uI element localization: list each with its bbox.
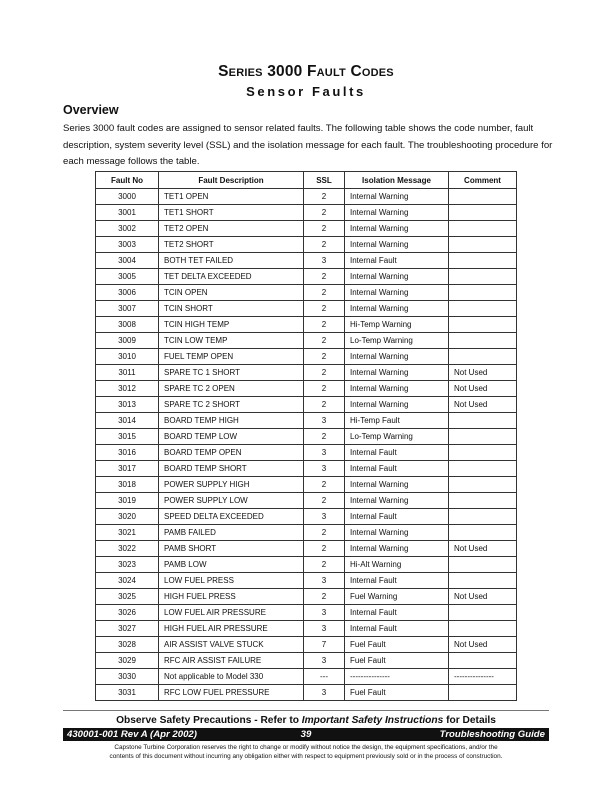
fault-description-cell: BOARD TEMP HIGH <box>159 413 304 429</box>
fault-number-cell: 3001 <box>96 205 159 221</box>
fault-code-table <box>95 171 517 701</box>
isolation-message-cell: Fuel Fault <box>345 653 449 669</box>
overview-heading: Overview <box>63 103 119 117</box>
isolation-message-cell: Hi-Alt Warning <box>345 557 449 573</box>
fault-description-cell: RFC LOW FUEL PRESSURE <box>159 685 304 701</box>
fault-number-cell: 3027 <box>96 621 159 637</box>
comment-cell <box>449 237 517 253</box>
fault-description-cell: TET1 OPEN <box>159 189 304 205</box>
fault-number-cell: 3000 <box>96 189 159 205</box>
table-row <box>96 301 517 317</box>
page-title: Series 3000 Fault Codes <box>218 63 394 80</box>
table-row <box>96 653 517 669</box>
fault-description-cell: LOW FUEL PRESS <box>159 573 304 589</box>
header-isolation-message: Isolation Message <box>345 172 449 189</box>
table-row <box>96 349 517 365</box>
overview-text: Series 3000 fault codes are assigned to sensor related faults. The following table shows the code number, fault description, system severity level (SSL) and the isolation message for each fault. The troubleshooting procedure for each message follows the table. <box>63 123 553 167</box>
comment-cell <box>449 605 517 621</box>
ssl-cell: 3 <box>304 621 345 637</box>
comment-cell: Not Used <box>449 381 517 397</box>
comment-cell <box>449 429 517 445</box>
comment-cell <box>449 269 517 285</box>
comment-cell <box>449 333 517 349</box>
comment-cell <box>449 461 517 477</box>
isolation-message-cell: Internal Fault <box>345 573 449 589</box>
table-row <box>96 269 517 285</box>
ssl-cell: 2 <box>304 477 345 493</box>
ssl-cell: 3 <box>304 509 345 525</box>
isolation-message-cell: Internal Warning <box>345 541 449 557</box>
table-row <box>96 189 517 205</box>
table-row <box>96 381 517 397</box>
isolation-message-cell: Fuel Fault <box>345 637 449 653</box>
comment-cell <box>449 685 517 701</box>
isolation-message-cell: Internal Warning <box>345 301 449 317</box>
table-row <box>96 317 517 333</box>
comment-cell: Not Used <box>449 365 517 381</box>
ssl-cell: 2 <box>304 317 345 333</box>
table-body <box>96 189 517 701</box>
ssl-cell: 3 <box>304 685 345 701</box>
header-ssl: SSL <box>304 172 345 189</box>
fault-number-cell: 3002 <box>96 221 159 237</box>
ssl-cell: 3 <box>304 461 345 477</box>
ssl-cell: 2 <box>304 189 345 205</box>
fault-description-cell: PAMB FAILED <box>159 525 304 541</box>
ssl-cell: 2 <box>304 493 345 509</box>
isolation-message-cell: Internal Warning <box>345 237 449 253</box>
fault-description-cell: LOW FUEL AIR PRESSURE <box>159 605 304 621</box>
ssl-cell: 2 <box>304 541 345 557</box>
disclaimer-line-2: contents of this document without incurring any obligation either with respect to equipment previously sold or in the process of construction. <box>109 752 503 760</box>
comment-cell <box>449 525 517 541</box>
ssl-cell: 7 <box>304 637 345 653</box>
table-row <box>96 685 517 701</box>
ssl-cell: 2 <box>304 237 345 253</box>
isolation-message-cell: Fuel Warning <box>345 589 449 605</box>
fault-number-cell: 3029 <box>96 653 159 669</box>
comment-cell <box>449 413 517 429</box>
isolation-message-cell: Hi-Temp Warning <box>345 317 449 333</box>
table-row <box>96 365 517 381</box>
isolation-message-cell: Internal Warning <box>345 189 449 205</box>
table-row <box>96 669 517 685</box>
comment-cell: Not Used <box>449 541 517 557</box>
comment-cell <box>449 253 517 269</box>
header-fault-no: Fault No <box>96 172 159 189</box>
fault-description-cell: HIGH FUEL AIR PRESSURE <box>159 621 304 637</box>
table-row <box>96 477 517 493</box>
fault-number-cell: 3017 <box>96 461 159 477</box>
ssl-cell: 3 <box>304 413 345 429</box>
ssl-cell: 3 <box>304 605 345 621</box>
fault-number-cell: 3007 <box>96 301 159 317</box>
ssl-cell: 2 <box>304 349 345 365</box>
table-row <box>96 205 517 221</box>
table-row <box>96 509 517 525</box>
fault-number-cell: 3005 <box>96 269 159 285</box>
isolation-message-cell: Internal Warning <box>345 477 449 493</box>
isolation-message-cell: Internal Warning <box>345 525 449 541</box>
fault-description-cell: FUEL TEMP OPEN <box>159 349 304 365</box>
fault-description-cell: BOTH TET FAILED <box>159 253 304 269</box>
document-id: 430001-001 Rev A (Apr 2002) <box>67 729 197 740</box>
fault-description-cell: POWER SUPPLY HIGH <box>159 477 304 493</box>
isolation-message-cell: Internal Warning <box>345 397 449 413</box>
table-row <box>96 541 517 557</box>
ssl-cell: 3 <box>304 445 345 461</box>
fault-description-cell: TCIN SHORT <box>159 301 304 317</box>
guide-title: Troubleshooting Guide <box>439 729 545 740</box>
ssl-cell: --- <box>304 669 345 685</box>
ssl-cell: 2 <box>304 525 345 541</box>
fault-description-cell: SPARE TC 2 SHORT <box>159 397 304 413</box>
comment-cell <box>449 221 517 237</box>
ssl-cell: 2 <box>304 397 345 413</box>
safety-prefix: Observe Safety Precautions - Refer to <box>116 715 302 726</box>
table-row <box>96 397 517 413</box>
ssl-cell: 3 <box>304 653 345 669</box>
comment-cell: Not Used <box>449 397 517 413</box>
comment-cell <box>449 189 517 205</box>
isolation-message-cell: Lo-Temp Warning <box>345 333 449 349</box>
table-row <box>96 525 517 541</box>
fault-description-cell: RFC AIR ASSIST FAILURE <box>159 653 304 669</box>
table-header-row <box>96 172 517 189</box>
comment-cell <box>449 653 517 669</box>
ssl-cell: 2 <box>304 221 345 237</box>
fault-number-cell: 3004 <box>96 253 159 269</box>
header-fault-description: Fault Description <box>159 172 304 189</box>
fault-description-cell: TCIN HIGH TEMP <box>159 317 304 333</box>
safety-suffix: for Details <box>443 715 496 726</box>
isolation-message-cell: Hi-Temp Fault <box>345 413 449 429</box>
table-row <box>96 573 517 589</box>
fault-number-cell: 3008 <box>96 317 159 333</box>
fault-number-cell: 3015 <box>96 429 159 445</box>
comment-cell <box>449 317 517 333</box>
comment-cell <box>449 205 517 221</box>
fault-description-cell: TCIN LOW TEMP <box>159 333 304 349</box>
fault-number-cell: 3023 <box>96 557 159 573</box>
comment-cell: Not Used <box>449 637 517 653</box>
fault-description-cell: SPEED DELTA EXCEEDED <box>159 509 304 525</box>
table-row <box>96 429 517 445</box>
fault-description-cell: BOARD TEMP LOW <box>159 429 304 445</box>
disclaimer <box>63 744 549 761</box>
isolation-message-cell: --------------- <box>345 669 449 685</box>
table-row <box>96 589 517 605</box>
ssl-cell: 2 <box>304 301 345 317</box>
fault-number-cell: 3003 <box>96 237 159 253</box>
fault-number-cell: 3028 <box>96 637 159 653</box>
isolation-message-cell: Internal Warning <box>345 365 449 381</box>
fault-description-cell: Not applicable to Model 330 <box>159 669 304 685</box>
table-row <box>96 237 517 253</box>
table-row <box>96 605 517 621</box>
table-row <box>96 445 517 461</box>
fault-number-cell: 3031 <box>96 685 159 701</box>
fault-number-cell: 3018 <box>96 477 159 493</box>
fault-description-cell: PAMB LOW <box>159 557 304 573</box>
fault-number-cell: 3011 <box>96 365 159 381</box>
isolation-message-cell: Internal Fault <box>345 253 449 269</box>
comment-cell <box>449 509 517 525</box>
fault-number-cell: 3010 <box>96 349 159 365</box>
fault-description-cell: TET2 OPEN <box>159 221 304 237</box>
page-number: 39 <box>300 729 312 740</box>
comment-cell <box>449 557 517 573</box>
fault-number-cell: 3030 <box>96 669 159 685</box>
isolation-message-cell: Internal Warning <box>345 349 449 365</box>
ssl-cell: 2 <box>304 269 345 285</box>
fault-description-cell: SPARE TC 1 SHORT <box>159 365 304 381</box>
comment-cell <box>449 621 517 637</box>
comment-cell <box>449 573 517 589</box>
comment-cell <box>449 349 517 365</box>
fault-number-cell: 3016 <box>96 445 159 461</box>
comment-cell: Not Used <box>449 589 517 605</box>
disclaimer-line-1: Capstone Turbine Corporation reserves the right to change or modify without notice the design, the equipment specifications, and/or the <box>114 744 498 751</box>
table-row <box>96 253 517 269</box>
table-row <box>96 621 517 637</box>
fault-number-cell: 3026 <box>96 605 159 621</box>
ssl-cell: 2 <box>304 589 345 605</box>
fault-number-cell: 3024 <box>96 573 159 589</box>
isolation-message-cell: Internal Fault <box>345 461 449 477</box>
header-comment: Comment <box>449 172 517 189</box>
page-subtitle: Sensor Faults <box>246 84 366 99</box>
isolation-message-cell: Internal Warning <box>345 269 449 285</box>
ssl-cell: 2 <box>304 365 345 381</box>
fault-description-cell: BOARD TEMP SHORT <box>159 461 304 477</box>
comment-cell <box>449 477 517 493</box>
fault-description-cell: TCIN OPEN <box>159 285 304 301</box>
isolation-message-cell: Lo-Temp Warning <box>345 429 449 445</box>
isolation-message-cell: Fuel Fault <box>345 685 449 701</box>
table-row <box>96 333 517 349</box>
table-row <box>96 221 517 237</box>
table-row <box>96 285 517 301</box>
fault-description-cell: PAMB SHORT <box>159 541 304 557</box>
footer-divider <box>63 710 549 711</box>
ssl-cell: 2 <box>304 381 345 397</box>
ssl-cell: 2 <box>304 205 345 221</box>
comment-cell: --------------- <box>449 669 517 685</box>
isolation-message-cell: Internal Fault <box>345 605 449 621</box>
fault-description-cell: TET1 SHORT <box>159 205 304 221</box>
comment-cell <box>449 285 517 301</box>
fault-description-cell: SPARE TC 2 OPEN <box>159 381 304 397</box>
fault-description-cell: BOARD TEMP OPEN <box>159 445 304 461</box>
isolation-message-cell: Internal Warning <box>345 221 449 237</box>
isolation-message-cell: Internal Warning <box>345 493 449 509</box>
footer-bar <box>63 728 549 741</box>
comment-cell <box>449 445 517 461</box>
safety-emphasis: Important Safety Instructions <box>301 715 444 726</box>
fault-number-cell: 3013 <box>96 397 159 413</box>
fault-number-cell: 3020 <box>96 509 159 525</box>
fault-number-cell: 3006 <box>96 285 159 301</box>
table-row <box>96 461 517 477</box>
isolation-message-cell: Internal Fault <box>345 445 449 461</box>
table-row <box>96 637 517 653</box>
ssl-cell: 2 <box>304 333 345 349</box>
isolation-message-cell: Internal Fault <box>345 621 449 637</box>
fault-number-cell: 3019 <box>96 493 159 509</box>
table-row <box>96 557 517 573</box>
ssl-cell: 2 <box>304 429 345 445</box>
ssl-cell: 2 <box>304 285 345 301</box>
table-row <box>96 413 517 429</box>
isolation-message-cell: Internal Fault <box>345 509 449 525</box>
fault-number-cell: 3025 <box>96 589 159 605</box>
isolation-message-cell: Internal Warning <box>345 381 449 397</box>
fault-description-cell: TET DELTA EXCEEDED <box>159 269 304 285</box>
fault-number-cell: 3012 <box>96 381 159 397</box>
ssl-cell: 3 <box>304 253 345 269</box>
fault-number-cell: 3009 <box>96 333 159 349</box>
safety-notice <box>63 715 549 726</box>
fault-description-cell: TET2 SHORT <box>159 237 304 253</box>
comment-cell <box>449 493 517 509</box>
fault-number-cell: 3014 <box>96 413 159 429</box>
fault-number-cell: 3021 <box>96 525 159 541</box>
fault-number-cell: 3022 <box>96 541 159 557</box>
isolation-message-cell: Internal Warning <box>345 285 449 301</box>
ssl-cell: 2 <box>304 557 345 573</box>
fault-description-cell: POWER SUPPLY LOW <box>159 493 304 509</box>
comment-cell <box>449 301 517 317</box>
table-row <box>96 493 517 509</box>
ssl-cell: 3 <box>304 573 345 589</box>
fault-description-cell: AIR ASSIST VALVE STUCK <box>159 637 304 653</box>
isolation-message-cell: Internal Warning <box>345 205 449 221</box>
fault-description-cell: HIGH FUEL PRESS <box>159 589 304 605</box>
